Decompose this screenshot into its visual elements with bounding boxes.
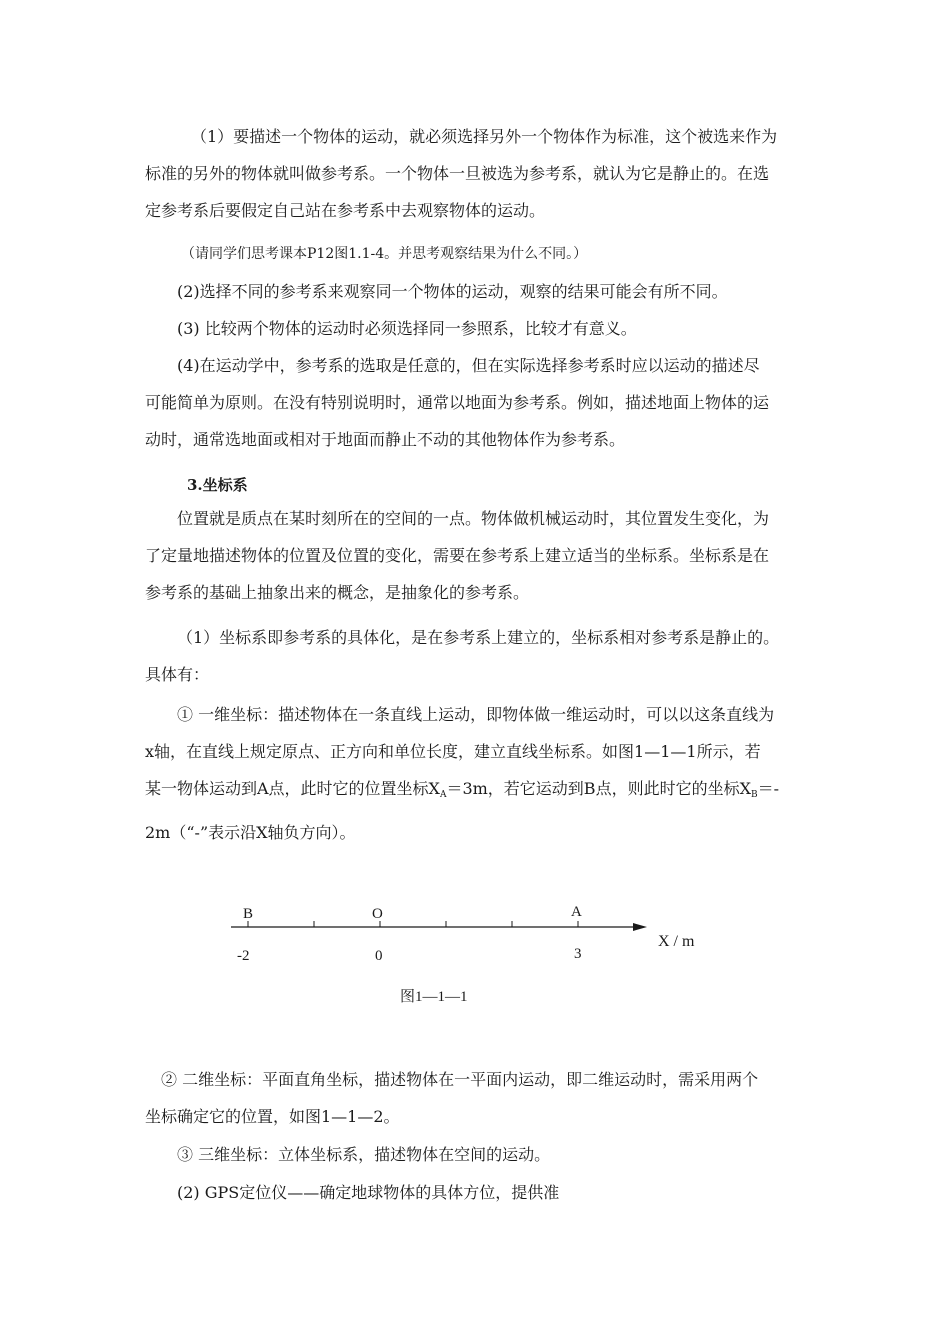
one-dimensional-coordinate	[145, 696, 810, 851]
text-fragment: ＝3m，若它运动到B点，则此时它的坐标X	[446, 779, 751, 798]
section-heading	[145, 467, 810, 504]
tick-label-3: 3	[574, 946, 582, 962]
text-line: 标准的另外的物体就叫做参考系。一个物体一旦被选为参考系，就认为它是静止的。在选	[145, 164, 770, 183]
point-4	[145, 347, 810, 458]
two-dimensional-coordinate	[145, 1061, 810, 1135]
text-line: 了定量地描述物体的位置及位置的变化，需要在参考系上建立适当的坐标系。坐标系是在	[145, 546, 770, 565]
text-line: (2)选择不同的参考系来观察同一个物体的运动，观察的结果可能会有所不同。	[177, 282, 728, 301]
text-line: ③ 三维坐标：立体坐标系，描述物体在空间的运动。	[177, 1145, 551, 1164]
text-line-with-subscripts	[145, 770, 810, 814]
paragraph-reference-frame	[145, 118, 810, 229]
text-line: (3) 比较两个物体的运动时必须选择同一参照系，比较才有意义。	[177, 319, 637, 338]
number-line-svg	[225, 895, 725, 975]
heading-text: 3.坐标系	[187, 476, 248, 494]
text-line: （请同学们思考课本P12图1.1-4。并思考观察结果为什么不同。）	[181, 246, 588, 262]
text-line: ① 一维坐标：描述物体在一条直线上运动，即物体做一维运动时，可以以这条直线为	[177, 705, 775, 724]
tick-label-minus-2: -2	[237, 948, 250, 964]
text-line: (4)在运动学中，参考系的选取是任意的，但在实际选择参考系时应以运动的描述尽	[177, 356, 760, 375]
text-fragment: 某一物体运动到A点，此时它的位置坐标X	[145, 779, 440, 798]
subscript-a: A	[439, 790, 447, 800]
point-3	[145, 310, 810, 347]
text-line: 2m（“-”表示沿X轴负方向）。	[145, 823, 356, 842]
gps-point	[145, 1174, 810, 1211]
number-line-diagram	[225, 895, 725, 975]
text-line: （1）坐标系即参考系的具体化，是在参考系上建立的，坐标系相对参考系是静止的。	[177, 628, 780, 647]
origin-o-label: O	[372, 906, 383, 922]
three-dimensional-coordinate	[145, 1136, 810, 1173]
text-line: 位置就是质点在某时刻所在的空间的一点。物体做机械运动时，其位置发生变化，为	[177, 509, 770, 528]
text-fragment: ＝-	[757, 779, 780, 798]
text-line: 具体有：	[145, 665, 210, 684]
text-line: 定参考系后要假定自己站在参考系中去观察物体的运动。	[145, 201, 546, 220]
point-b-label: B	[243, 906, 254, 922]
tick-label-0: 0	[375, 948, 383, 964]
point-2	[145, 273, 810, 310]
coordinate-system-point-1	[145, 619, 810, 693]
text-line: 参考系的基础上抽象出来的概念，是抽象化的参考系。	[145, 583, 530, 602]
text-line: (2) GPS定位仪——确定地球物体的具体方位，提供准	[177, 1183, 560, 1202]
thinking-note	[145, 236, 810, 273]
text-line: 坐标确定它的位置，如图1—1—2。	[145, 1107, 400, 1126]
axis-arrow-icon	[633, 923, 647, 931]
text-line: （1）要描述一个物体的运动，就必须选择另外一个物体作为标准，这个被选来作为	[191, 127, 778, 146]
text-line: 可能简单为原则。在没有特别说明时，通常以地面为参考系。例如，描述地面上物体的运	[145, 393, 770, 412]
section-intro	[145, 500, 810, 611]
subscript-b: B	[750, 790, 758, 800]
text-line: 动时，通常选地面或相对于地面而静止不动的其他物体作为参考系。	[145, 430, 626, 449]
axis-unit-label: X / m	[658, 933, 695, 950]
text-line: ② 二维坐标：平面直角坐标，描述物体在一平面内运动，即二维运动时，需采用两个	[161, 1070, 759, 1089]
point-a-label: A	[571, 904, 582, 920]
figure-caption: 图1—1—1	[400, 989, 468, 1005]
text-line: x轴，在直线上规定原点、正方向和单位长度，建立直线坐标系。如图1—1—1所示，若	[145, 742, 761, 761]
